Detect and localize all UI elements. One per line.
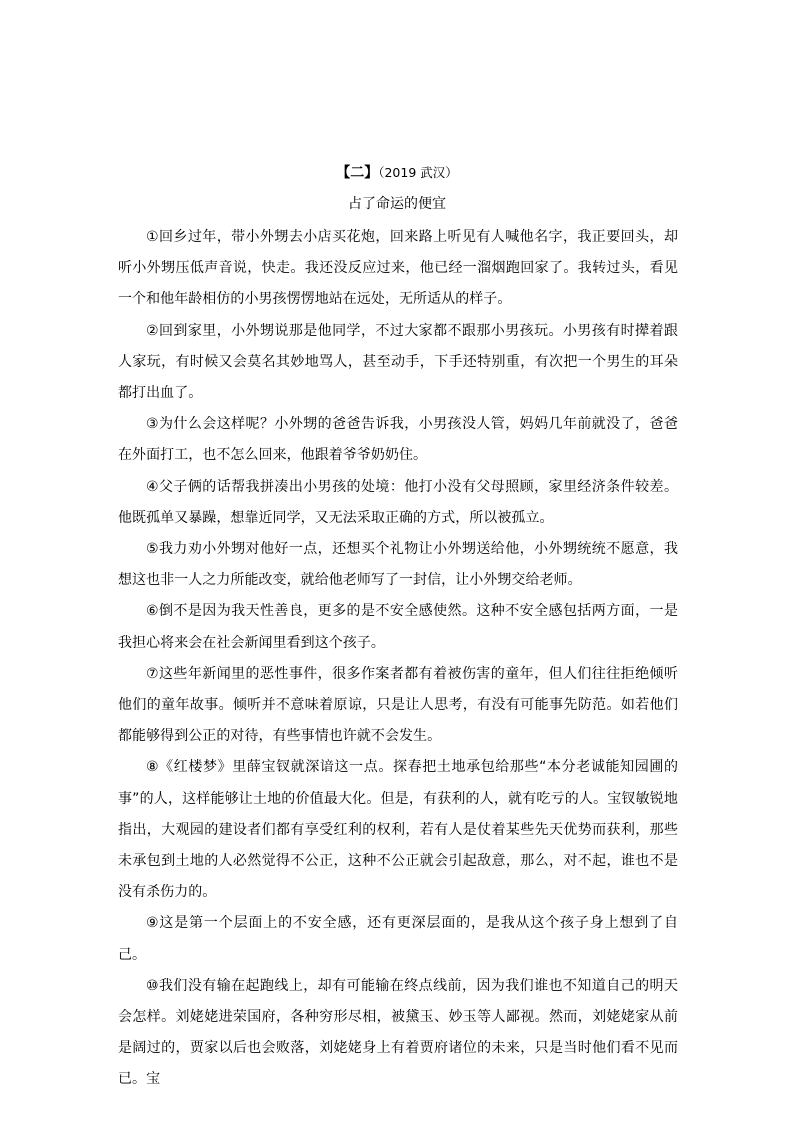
paragraph-7: ⑦这些年新闻里的恶性事件，很多作案者都有着被伤害的童年，但人们往往拒绝倾听他们的童年故事。倾听并不意味着原谅，只是让人思考，有没有可能事先防范。如若他们都能够得到公正的对待，有些事情也许就不会发生。 <box>118 665 678 745</box>
bracket-right: 】 <box>364 165 379 181</box>
paragraph-5: ⑤我力劝小外甥对他好一点，还想买个礼物让小外甥送给他，小外甥统统不愿意，我想这也非一人之力所能改变，就给他老师写了一封信，让小外甥交给老师。 <box>118 541 678 589</box>
paragraph-1: ①回乡过年，带小外甥去小店买花炮，回来路上听见有人喊他名字，我正要回头，却听小外甥压低声音说，快走。我还没反应过来，他已经一溜烟跑回家了。我转过头，看见一个和他年龄相仿的小男孩愣愣地站在远处，无所适从的样子。 <box>118 229 678 308</box>
paragraph-6: ⑥倒不是因为我天性善良，更多的是不安全感使然。这种不安全感包括两方面，一是我担心将来会在社会新闻里看到这个孩子。 <box>118 603 678 651</box>
paragraph-2: ②回到家里，小外甥说那是他同学，不过大家都不跟那小男孩玩。小男孩有时撵着跟人家玩，有时候又会莫名其妙地骂人，甚至动手，下手还特别重，有次把一个男生的耳朵都打出血了。 <box>118 322 678 402</box>
paragraph-10: ⑩我们没有输在起跑线上，却有可能输在终点线前，因为我们谁也不知道自己的明天会怎样。刘姥姥进荣国府，各种穷形尽相，被黛玉、妙玉等人鄙视。然而，刘姥姥家从前是阔过的，贾家以后也会败落，刘姥姥身上有着贾府诸位的未来，只是当时他们看不见而已。宝 <box>118 977 678 1088</box>
section-heading <box>0 163 794 183</box>
section-number: 二 <box>350 165 365 181</box>
paragraph-3: ③为什么会这样呢？小外甥的爸爸告诉我，小男孩没人管，妈妈几年前就没了，爸爸在外面打工，也不怎么回来，他跟着爷爷奶奶住。 <box>118 416 678 464</box>
paragraph-4: ④父子俩的话帮我拼凑出小男孩的处境：他打小没有父母照顾，家里经济条件较差。他既孤单又暴躁，想靠近同学，又无法采取正确的方式，所以被孤立。 <box>118 478 678 526</box>
article-body <box>118 222 678 1096</box>
paragraph-8: ⑧《红楼梦》里薛宝钗就深谙这一点。探春把土地承包给那些“本分老诚能知园圃的事”的人，这样能够让土地的价值最大化。但是，有获利的人，就有吃亏的人。宝钗敏锐地指出，大观园的建设者们都有享受红利的权利，若有人是仗着某些先天优势而获利，那些未承包到土地的人必然觉得不公正，这种不公正就会引起敌意，那么，对不起，谁也不是没有杀伤力的。 <box>118 759 678 901</box>
bracket-left: 【 <box>336 165 351 181</box>
source-label: （2019 武汉） <box>378 165 458 180</box>
paragraph-9: ⑨这是第一个层面上的不安全感，还有更深层面的，是我从这个孩子身上想到了自己。 <box>118 915 678 963</box>
article-title: 占了命运的便宜 <box>348 196 446 212</box>
